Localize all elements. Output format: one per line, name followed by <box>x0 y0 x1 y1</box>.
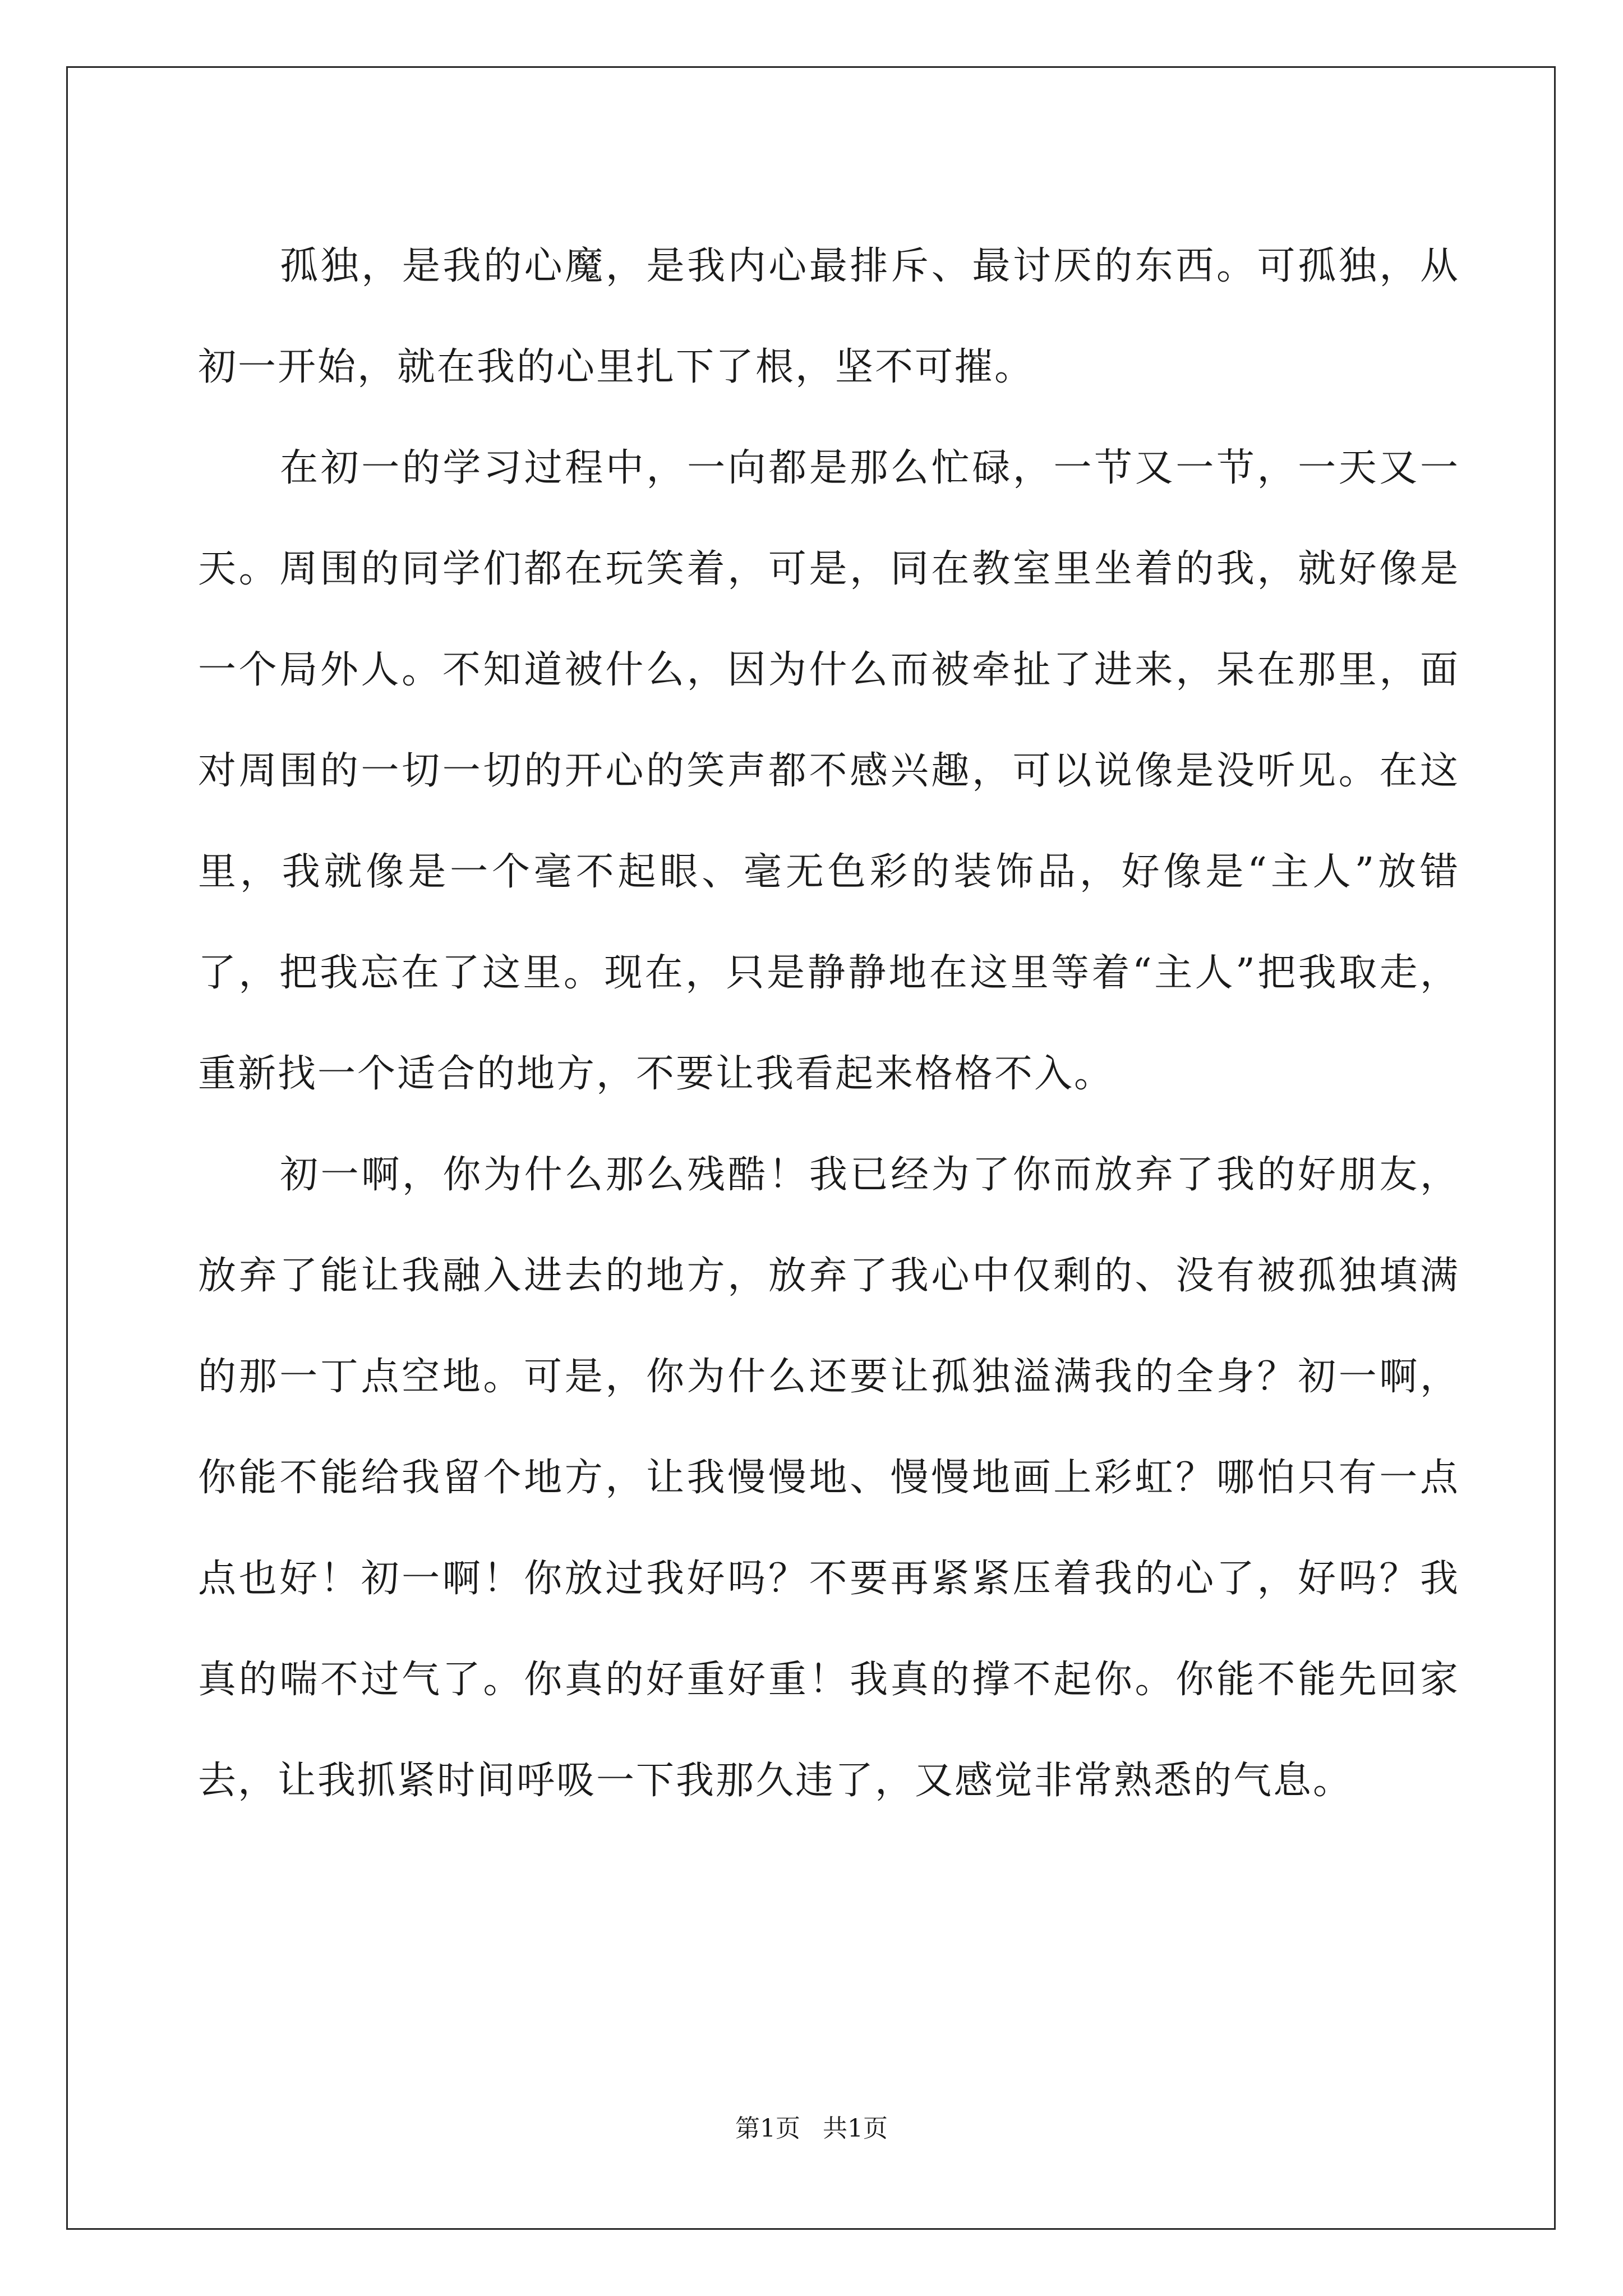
paragraph-2: 在初一的学习过程中，一向都是那么忙碌，一节又一节，一天又一天。周围的同学们都在玩笑着，可是，同在教室里坐着的我，就好像是一个局外人。不知道被什么，因为什么而被牵扯了进来，呆在那里，面对周围的一切一切的开心的笑声都不感兴趣，可以说像是没听见。在这里，我就像是一个毫不起眼、毫无色彩的装饰品，好像是“主人”放错了，把我忘在了这里。现在，只是静静地在这里等着“主人”把我取走，重新找一个适合的地方，不要让我看起来格格不入。 <box>198 446 1460 1096</box>
paragraph-3: 初一啊，你为什么那么残酷！我已经为了你而放弃了我的好朋友，放弃了能让我融入进去的地方，放弃了我心中仅剩的、没有被孤独填满的那一丁点空地。可是，你为什么还要让孤独溢满我的全身？初一啊，你能不能给我留个地方，让我慢慢地、慢慢地画上彩虹？哪怕只有一点点也好！初一啊！你放过我好吗？不要再紧紧压着我的心了，好吗？我真的喘不过气了。你真的好重好重！我真的撑不起你。你能不能先回家去，让我抓紧时间呼吸一下我那久违了，又感觉非常熟悉的气息。 <box>198 1153 1460 1803</box>
page-footer <box>0 2112 1623 2146</box>
document-body <box>198 216 1460 1832</box>
page-total: 共1页 <box>823 2114 888 2143</box>
page-number: 第1页 <box>735 2114 800 2143</box>
paragraph-1: 孤独，是我的心魔，是我内心最排斥、最讨厌的东西。可孤独，从初一开始，就在我的心里扎下了根，坚不可摧。 <box>198 244 1460 389</box>
